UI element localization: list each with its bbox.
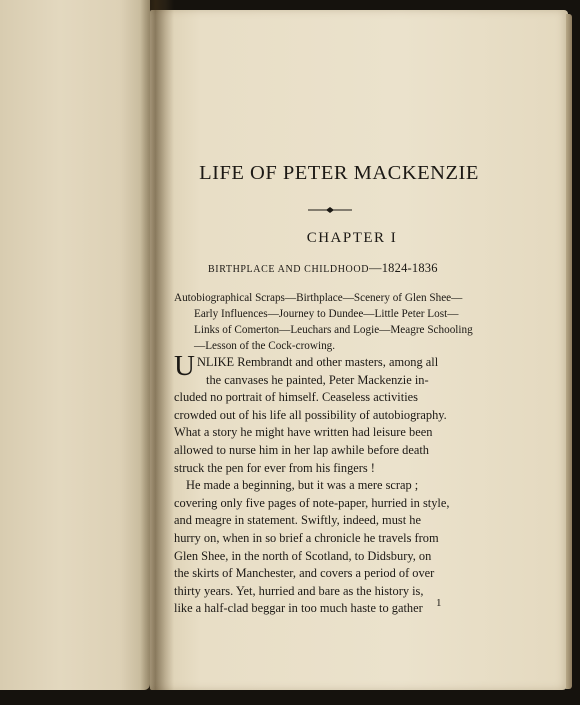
body-line: What a story he might have written had leisure been (174, 425, 433, 440)
body-line: Glen Shee, in the north of Scotland, to Didsbury, on (174, 548, 432, 563)
body-line: He made a beginning, but it was a mere scrap ; (186, 478, 419, 493)
chapter-summary (174, 290, 480, 354)
body-line: thirty years. Yet, hurried and bare as the history is, (174, 583, 424, 598)
body-text (174, 350, 480, 618)
chapter-heading: CHAPTER I (306, 230, 398, 246)
body-line: struck the pen for ever from his fingers ! (174, 460, 375, 475)
body-line: and meagre in statement. Swiftly, indeed, must he (174, 513, 421, 528)
page-text (168, 150, 484, 616)
subtitle-years: —1824-1836 (369, 261, 438, 275)
ornament-rule-icon (308, 206, 352, 214)
page-edge (566, 14, 572, 689)
book-title: LIFE OF PETER MACKENZIE (199, 162, 479, 184)
summary-line: Early Influences—Journey to Dundee—Little Peter Lost— (194, 308, 459, 320)
summary-line: —Lesson of the Cock-crowing. (194, 340, 336, 352)
book-gutter (140, 0, 174, 690)
body-line: allowed to nurse him in her lap awhile before death (174, 442, 429, 457)
chapter-subtitle (208, 261, 438, 276)
body-line: cluded no portrait of himself. Ceaseless activities (174, 390, 418, 405)
body-line: like a half-clad beggar in too much haste to gather (174, 601, 423, 616)
drop-cap: U (174, 350, 195, 382)
subtitle-words: BIRTHPLACE AND CHILDHOOD (208, 264, 370, 275)
body-line: covering only five pages of note-paper, hurried in style, (174, 495, 450, 510)
body-line: hurry on, when in so brief a chronicle he travels from (174, 530, 439, 545)
body-line: the canvases he painted, Peter Mackenzie in- (206, 372, 429, 387)
summary-line: Links of Comerton—Leuchars and Logie—Meagre Schooling (194, 324, 473, 336)
left-page (0, 0, 150, 690)
body-line: crowded out of his life all possibility of autobiography. (174, 407, 447, 422)
body-line: the skirts of Manchester, and covers a period of over (174, 566, 435, 581)
body-line: NLIKE Rembrandt and other masters, among all (196, 355, 439, 369)
summary-line: Autobiographical Scraps—Birthplace—Scenery of Glen Shee— (174, 292, 463, 304)
page-number: 1 (436, 597, 442, 609)
